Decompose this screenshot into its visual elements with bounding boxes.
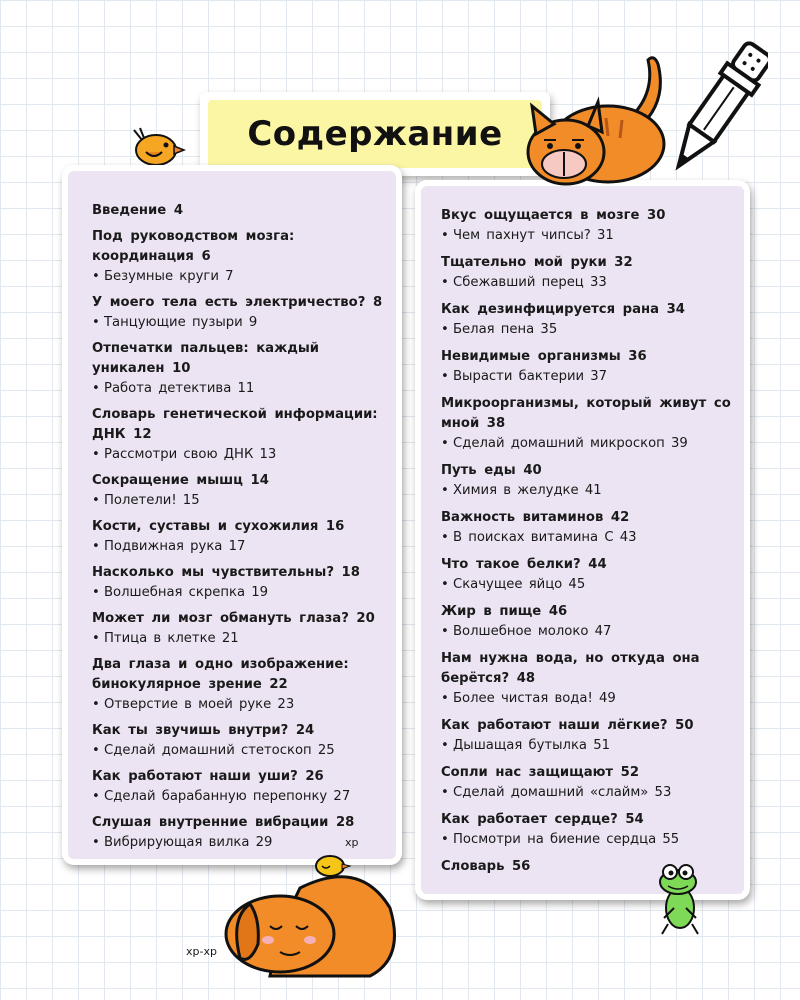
toc-entry bbox=[92, 767, 384, 807]
toc-entry bbox=[441, 810, 732, 850]
cat-icon bbox=[518, 44, 678, 194]
toc-chapter: Вкус ощущается в мозге 30 bbox=[441, 208, 666, 223]
toc-entry bbox=[441, 206, 732, 246]
toc-subsection: • В поисках витамина С 43 bbox=[441, 528, 732, 548]
toc-chapter: Тщательно мой руки 32 bbox=[441, 255, 633, 270]
toc-entry bbox=[92, 609, 384, 649]
frog-icon bbox=[650, 858, 710, 938]
toc-subsection: • Сбежавший перец 33 bbox=[441, 273, 732, 293]
toc-chapter: Невидимые организмы 36 bbox=[441, 349, 647, 364]
toc-right-panel bbox=[415, 180, 750, 900]
toc-chapter: Введение 4 bbox=[92, 203, 183, 218]
toc-subsection: • Чем пахнут чипсы? 31 bbox=[441, 226, 732, 246]
toc-chapter: Под руководством мозга: координация 6 bbox=[92, 229, 295, 264]
toc-chapter: Словарь 56 bbox=[441, 859, 531, 874]
toc-entry bbox=[92, 721, 384, 761]
toc-subsection: • Танцующие пузыри 9 bbox=[92, 313, 384, 333]
sleeping-dog-icon bbox=[210, 848, 410, 978]
toc-entry bbox=[441, 461, 732, 501]
toc-entry bbox=[441, 716, 732, 756]
toc-entry bbox=[441, 253, 732, 293]
toc-entry bbox=[92, 405, 384, 465]
toc-subsection: • Работа детектива 11 bbox=[92, 379, 384, 399]
toc-subsection: • Сделай домашний «слайм» 53 bbox=[441, 783, 732, 803]
toc-chapter: Что такое белки? 44 bbox=[441, 557, 607, 572]
toc-left-panel bbox=[62, 165, 402, 865]
toc-entry bbox=[441, 347, 732, 387]
toc-entry bbox=[92, 813, 384, 853]
toc-subsection: • Рассмотри свою ДНК 13 bbox=[92, 445, 384, 465]
toc-chapter: Может ли мозг обмануть глаза? 20 bbox=[92, 611, 375, 626]
snore-text-big: хр-хр bbox=[186, 945, 217, 958]
toc-subsection: • Дышащая бутылка 51 bbox=[441, 736, 732, 756]
toc-subsection: • Отверстие в моей руке 23 bbox=[92, 695, 384, 715]
toc-subsection: • Подвижная рука 17 bbox=[92, 537, 384, 557]
snore-text-small: хр bbox=[345, 836, 359, 849]
toc-entry bbox=[92, 563, 384, 603]
toc-entry bbox=[92, 339, 384, 399]
bird-icon bbox=[124, 124, 188, 170]
toc-chapter: Как дезинфицируется рана 34 bbox=[441, 302, 685, 317]
toc-chapter: Как ты звучишь внутри? 24 bbox=[92, 723, 315, 738]
toc-entry bbox=[441, 649, 732, 709]
toc-chapter: Как работает сердце? 54 bbox=[441, 812, 644, 827]
toc-chapter: Отпечатки пальцев: каждый уникален 10 bbox=[92, 341, 320, 376]
toc-entry bbox=[441, 300, 732, 340]
toc-subsection: • Вырасти бактерии 37 bbox=[441, 367, 732, 387]
toc-entry bbox=[92, 471, 384, 511]
toc-subsection: • Сделай домашний микроскоп 39 bbox=[441, 434, 732, 454]
toc-subsection: • Птица в клетке 21 bbox=[92, 629, 384, 649]
toc-chapter: Как работают наши лёгкие? 50 bbox=[441, 718, 694, 733]
toc-subsection: • Безумные круги 7 bbox=[92, 267, 384, 287]
toc-subsection: • Сделай барабанную перепонку 27 bbox=[92, 787, 384, 807]
toc-entry bbox=[441, 394, 732, 454]
toc-subsection: • Волшебная скрепка 19 bbox=[92, 583, 384, 603]
toc-subsection: • Химия в желудке 41 bbox=[441, 481, 732, 501]
toc-entry bbox=[441, 508, 732, 548]
toc-chapter: У моего тела есть электричество? 8 bbox=[92, 295, 383, 310]
toc-entry bbox=[441, 555, 732, 595]
toc-entry bbox=[441, 602, 732, 642]
toc-subsection: • Полетели! 15 bbox=[92, 491, 384, 511]
toc-chapter: Нам нужна вода, но откуда она берётся? 48 bbox=[441, 651, 700, 686]
toc-subsection: • Белая пена 35 bbox=[441, 320, 732, 340]
toc-entry bbox=[441, 763, 732, 803]
page-title: Содержание bbox=[247, 114, 503, 154]
toc-subsection: • Более чистая вода! 49 bbox=[441, 689, 732, 709]
toc-chapter: Два глаза и одно изображение: бинокулярное зрение 22 bbox=[92, 657, 349, 692]
toc-chapter: Как работают наши уши? 26 bbox=[92, 769, 324, 784]
toc-chapter: Насколько мы чувствительны? 18 bbox=[92, 565, 360, 580]
toc-entry bbox=[92, 201, 384, 221]
toc-entry bbox=[92, 227, 384, 287]
toc-subsection: • Вибрирующая вилка 29 bbox=[92, 833, 384, 853]
toc-subsection: • Волшебное молоко 47 bbox=[441, 622, 732, 642]
toc-chapter: Микроорганизмы, который живут со мной 38 bbox=[441, 396, 731, 431]
toc-subsection: • Сделай домашний стетоскоп 25 bbox=[92, 741, 384, 761]
toc-chapter: Слушая внутренние вибрации 28 bbox=[92, 815, 355, 830]
toc-chapter: Кости, суставы и сухожилия 16 bbox=[92, 519, 345, 534]
toc-chapter: Словарь генетической информации: ДНК 12 bbox=[92, 407, 378, 442]
toc-subsection: • Посмотри на биение сердца 55 bbox=[441, 830, 732, 850]
toc-subsection: • Скачущее яйцо 45 bbox=[441, 575, 732, 595]
title-card bbox=[200, 92, 550, 176]
toc-chapter: Путь еды 40 bbox=[441, 463, 542, 478]
toc-left-list bbox=[92, 201, 384, 859]
toc-entry bbox=[92, 517, 384, 557]
toc-right-list bbox=[441, 206, 732, 884]
toc-chapter: Сокращение мышц 14 bbox=[92, 473, 269, 488]
toc-entry bbox=[92, 655, 384, 715]
toc-entry bbox=[92, 293, 384, 333]
toc-chapter: Сопли нас защищают 52 bbox=[441, 765, 640, 780]
toc-chapter: Важность витаминов 42 bbox=[441, 510, 630, 525]
toc-chapter: Жир в пище 46 bbox=[441, 604, 568, 619]
